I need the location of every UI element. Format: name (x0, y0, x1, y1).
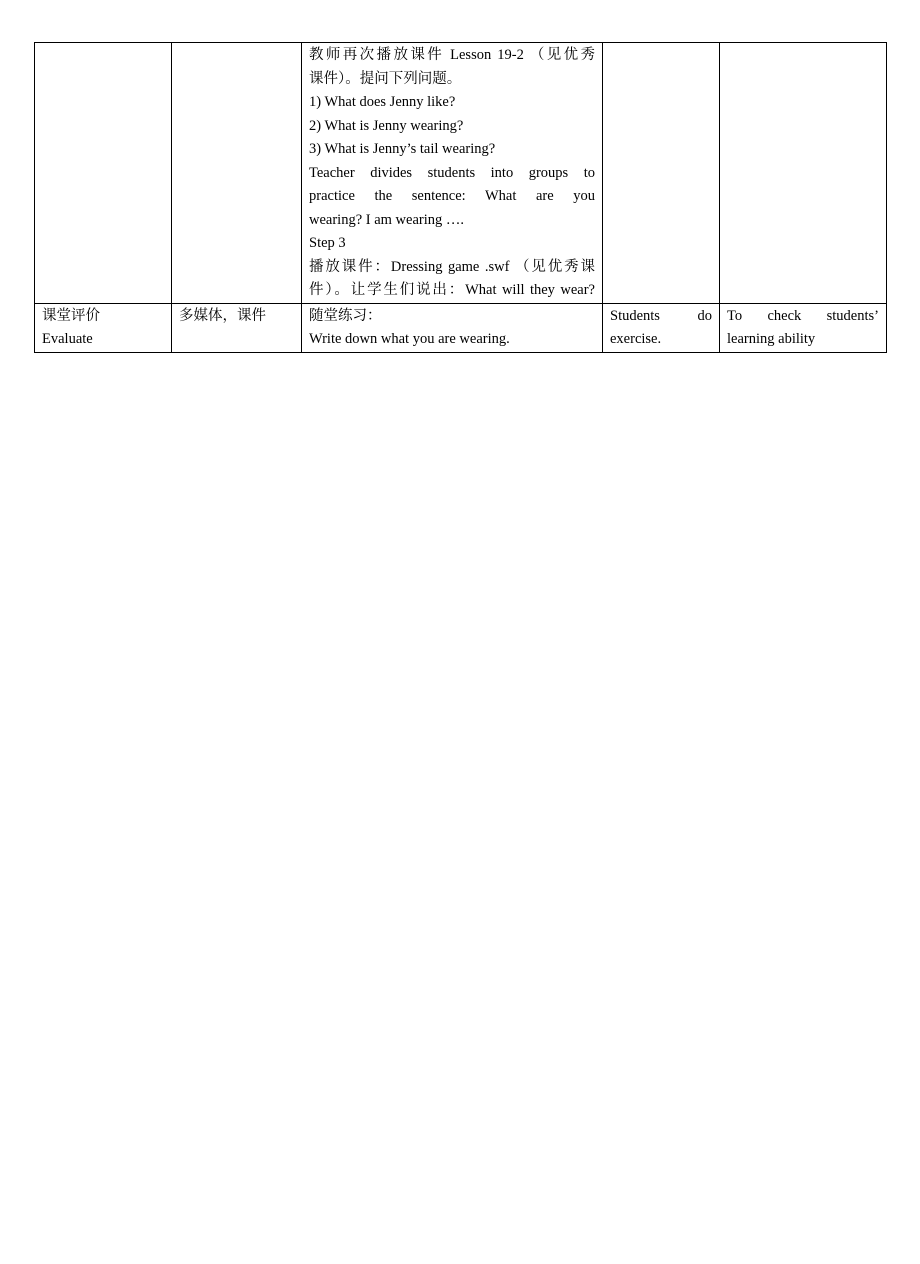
table-row (35, 303, 887, 352)
method-line: 播放课件：Dressing game .swf （见优秀课 (309, 258, 595, 275)
activity-cell (603, 43, 720, 304)
activity-line: exercise. (610, 331, 662, 347)
media-text: 多媒体，课件 (179, 307, 266, 324)
method-line: 随堂练习： (309, 307, 382, 324)
method-line: 1) What does Jenny like? (309, 94, 456, 110)
method-line: 件）。让学生们说出：What will they wear? (309, 282, 595, 298)
stage-cn: 课堂评价 (42, 307, 100, 324)
method-line: 3) What is Jenny’s tail wearing? (309, 141, 496, 157)
method-cell (302, 303, 603, 352)
method-line: practice the sentence: What are you (309, 188, 595, 204)
purpose-cell (720, 303, 887, 352)
purpose-cell (720, 43, 887, 304)
method-line: 2) What is Jenny wearing? (309, 117, 464, 134)
method-line: Step 3 (309, 235, 346, 251)
method-line: 教师再次播放课件 Lesson 19-2 （见优秀 (309, 47, 595, 63)
method-line: 课件）。提问下列问题。 (309, 70, 462, 87)
method-line: Write down what you are wearing. (309, 331, 510, 347)
table-row (35, 43, 887, 304)
stage-cell (35, 43, 172, 304)
method-cell (302, 43, 603, 304)
lesson-plan-table (34, 42, 887, 353)
stage-en: Evaluate (42, 331, 93, 347)
media-cell (172, 303, 302, 352)
purpose-line: learning ability (727, 331, 816, 347)
purpose-line: To check students’ (727, 307, 879, 324)
stage-cell (35, 303, 172, 352)
activity-line: Students do (610, 307, 712, 324)
activity-cell (603, 303, 720, 352)
method-line: Teacher divides students into groups to (309, 164, 595, 181)
media-cell (172, 43, 302, 304)
method-line: wearing? I am wearing …. (309, 211, 465, 228)
